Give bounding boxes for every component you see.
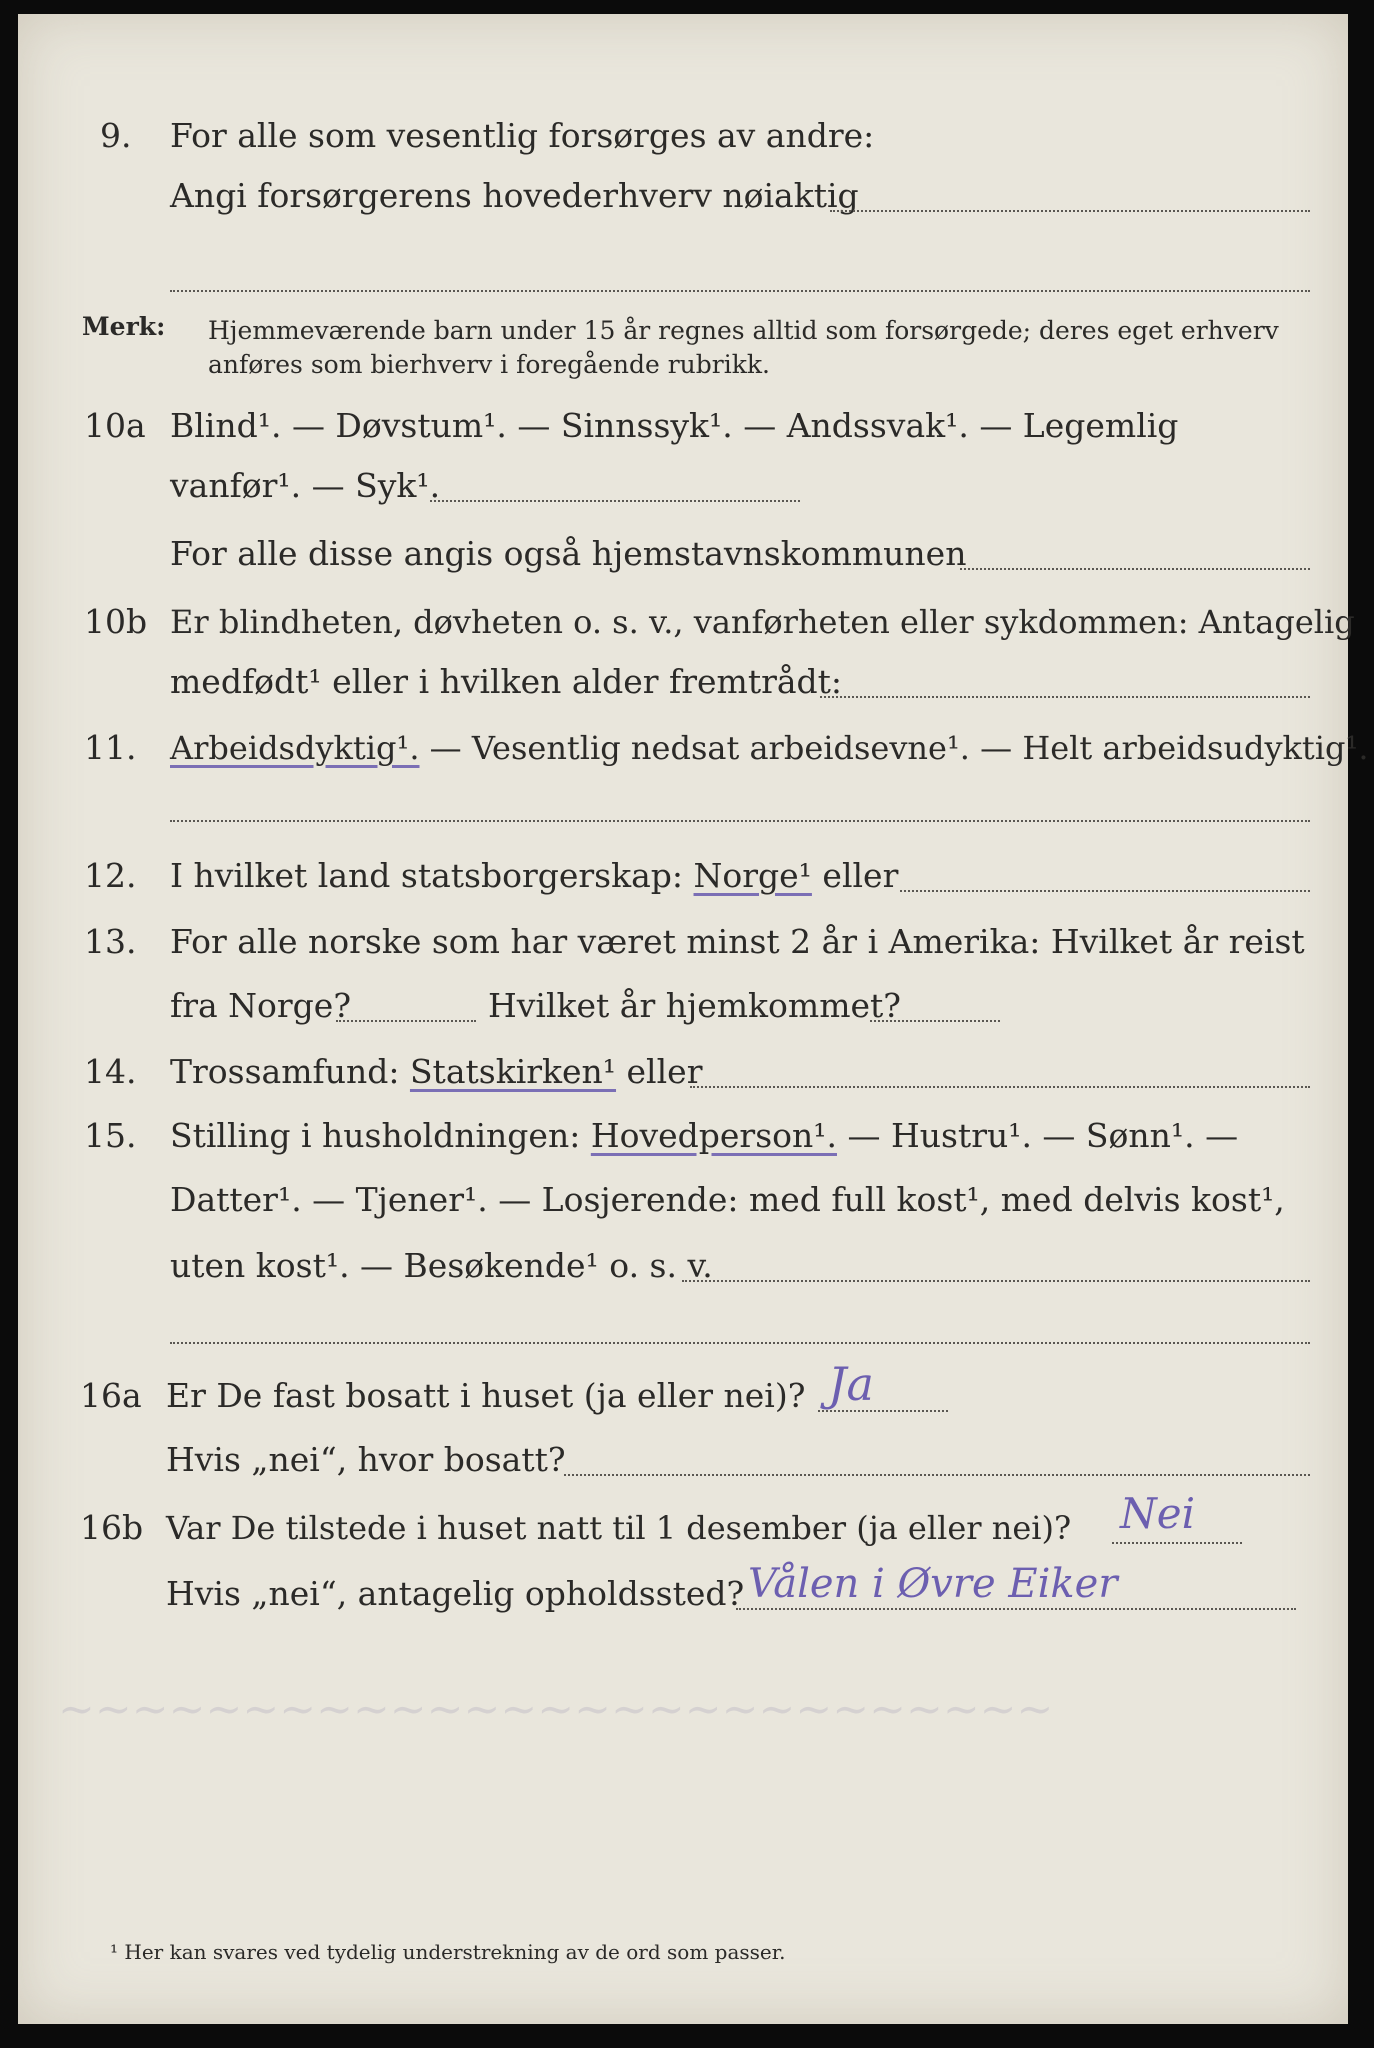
q10b-number: 10b [84,602,148,641]
q16b-handwritten-answer-2: Vålen i Øvre Eiker [748,1561,1118,1607]
q12-after: eller [811,856,899,895]
q9-line1: For alle som vesentlig forsørges av andre: [170,116,875,155]
q16b-answer-line[interactable] [1112,1542,1242,1544]
bleed-through-mark: ~~~~~~~~~~~~~~~~~~~~~~~~~~~ [58,1684,1054,1735]
q12-text [170,854,898,898]
q14-before: Trossamfund: [170,1052,410,1091]
q16b-number: 16b [80,1508,144,1547]
q10a-number: 10a [84,406,146,445]
q13-reist-line[interactable] [336,1020,476,1022]
q9-number: 9. [100,116,132,155]
q10a-hjemstavn-line[interactable] [960,568,1310,570]
q13-hjemkommet-line[interactable] [870,1020,1000,1022]
q12-before: I hvilket land statsborgerskap: [170,856,694,895]
q9-line2: Angi forsørgerens hovederhverv nøiaktig [170,176,859,215]
q14-underlined-answer: Statskirken¹ [409,1052,617,1091]
form-page [18,14,1369,2024]
q16b-line1: Var De tilstede i huset natt til 1 desember (ja eller nei)? [166,1509,1072,1547]
q14-number: 14. [84,1052,137,1091]
q10a-line1: Blind¹. — Døvstum¹. — Sinnssyk¹. — Andssvak¹. — Legemlig [170,406,1179,445]
q12-number: 12. [84,856,137,895]
q13-line2a: fra Norge? [170,986,352,1025]
q16a-bosatt-line[interactable] [564,1474,1310,1476]
q16b-handwritten-answer-1: Nei [1120,1489,1196,1538]
q10a-line2: vanfør¹. — Syk¹. [170,466,441,505]
q10a-line3: For alle disse angis også hjemstavnskommunen [170,534,967,573]
q16b-line2: Hvis „nei“, antagelig opholdssted? [166,1574,745,1613]
q15-after: — Hustru¹. — Sønn¹. — [836,1116,1239,1155]
q16a-line2: Hvis „nei“, hvor bosatt? [166,1440,566,1479]
q15-underlined-answer: Hovedperson¹. [590,1116,837,1155]
q11-rest: — Vesentlig nedsat arbeidsevne¹. — Helt arbeidsudyktig¹. [419,729,1369,767]
q15-answer-line-2[interactable] [170,1342,1310,1344]
q11-answer-line[interactable] [170,820,1310,822]
q11-underlined-answer: Arbeidsdyktig¹. [170,729,420,767]
merk-line1: Hjemmeværende barn under 15 år regnes alltid som forsørgede; deres eget erhverv [208,316,1279,345]
q13-number: 13. [84,922,137,961]
q15-line2: Datter¹. — Tjener¹. — Losjerende: med full kost¹, med delvis kost¹, [170,1180,1285,1219]
q15-number: 15. [84,1116,137,1155]
q11-text [170,726,1369,770]
q16b-opholdssted-line[interactable] [736,1608,1296,1610]
q14-after: eller [616,1052,703,1091]
q10b-line1: Er blindheten, døvheten o. s. v., vanførheten eller sykdommen: Antagelig [170,603,1355,641]
q14-answer-line[interactable] [690,1086,1310,1088]
q16a-answer-line[interactable] [818,1410,948,1412]
q15-line3: uten kost¹. — Besøkende¹ o. s. v. [170,1246,713,1285]
q15-before: Stilling i husholdningen: [170,1116,591,1155]
q10b-answer-line[interactable] [820,696,1310,698]
q9-answer-line-2[interactable] [170,290,1310,292]
merk-label: Merk: [82,312,166,341]
q13-line1: For alle norske som har været minst 2 år i Amerika: Hvilket år reist [170,922,1305,961]
q10b-line2: medfødt¹ eller i hvilken alder fremtrådt: [170,662,843,701]
q13-line2b: Hvilket år hjemkommet? [488,986,901,1025]
q16a-line1: Er De fast bosatt i huset (ja eller nei)? [166,1376,806,1415]
merk-line2: anføres som bierhverv i foregående rubrikk. [208,350,770,379]
q15-line1 [170,1114,1238,1158]
footnote: ¹ Her kan svares ved tydelig understrekning av de ord som passer. [110,1940,786,1964]
q10a-answer-line[interactable] [430,500,800,502]
q14-text [170,1050,702,1094]
q12-answer-line[interactable] [900,890,1310,892]
q12-underlined-answer: Norge¹ [693,856,812,895]
q9-answer-line[interactable] [830,210,1310,212]
q11-number: 11. [84,728,137,767]
q16a-handwritten-answer: Ja [828,1357,874,1411]
q15-answer-line[interactable] [682,1280,1310,1282]
q16a-number: 16a [80,1376,142,1415]
